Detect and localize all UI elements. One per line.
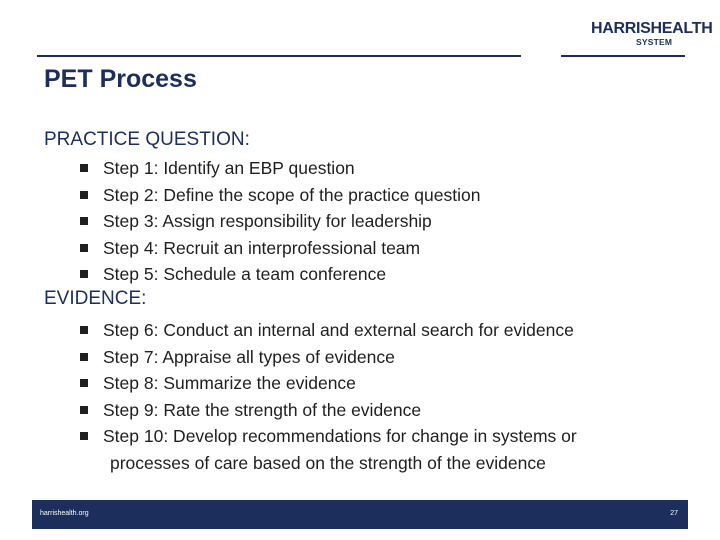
harris-health-logo <box>591 20 713 50</box>
list-item <box>80 344 577 371</box>
header-rule-gap <box>521 55 561 57</box>
list-item <box>80 397 577 424</box>
evidence-steps <box>80 317 577 476</box>
list-item <box>80 155 480 182</box>
square-bullet-icon <box>80 191 88 199</box>
square-bullet-icon <box>80 270 88 278</box>
step-text: Step 8: Summarize the evidence <box>103 373 356 393</box>
square-bullet-icon <box>80 432 88 440</box>
list-item <box>80 235 480 262</box>
page-number: 27 <box>670 510 678 517</box>
square-bullet-icon <box>80 379 88 387</box>
step-text: Step 5: Schedule a team conference <box>103 264 387 284</box>
square-bullet-icon <box>80 406 88 414</box>
list-item <box>80 370 577 397</box>
step-text: Step 1: Identify an EBP question <box>103 158 355 178</box>
step-text: Step 10: Develop recommendations for change in systems or <box>103 426 577 446</box>
logo-subtitle: SYSTEM <box>636 37 673 47</box>
square-bullet-icon <box>80 244 88 252</box>
section-heading-practice-question: PRACTICE QUESTION: <box>44 129 250 150</box>
footer-bar <box>32 500 688 529</box>
list-item <box>80 261 480 288</box>
square-bullet-icon <box>80 217 88 225</box>
list-item <box>80 317 577 344</box>
step-text: Step 4: Recruit an interprofessional team <box>103 237 421 258</box>
list-item <box>80 208 480 235</box>
section-heading-evidence: EVIDENCE: <box>44 288 147 309</box>
square-bullet-icon <box>80 164 88 172</box>
square-bullet-icon <box>80 326 88 334</box>
header-rule <box>37 55 521 57</box>
footer-site: harrishealth.org <box>40 510 89 517</box>
list-item <box>80 423 577 450</box>
practice-question-steps <box>80 155 480 288</box>
logo-word-harris: HARRIS <box>591 20 651 37</box>
step-text-continuation: processes of care based on the strength of the evidence <box>110 452 546 473</box>
step-text: Step 7: Appraise all types of evidence <box>103 346 395 367</box>
list-item-continuation <box>110 450 577 477</box>
list-item <box>80 182 480 209</box>
header-rule-right <box>561 55 685 57</box>
step-text: Step 2: Define the scope of the practice question <box>103 184 481 205</box>
square-bullet-icon <box>80 353 88 361</box>
slide-title: PET Process <box>44 65 197 93</box>
step-text: Step 6: Conduct an internal and external search for evidence <box>103 320 574 340</box>
step-text: Step 9: Rate the strength of the evidence <box>103 399 422 420</box>
step-text: Step 3: Assign responsibility for leadership <box>103 211 432 231</box>
logo-wordmark <box>591 20 712 38</box>
logo-word-health: HEALTH <box>650 20 713 37</box>
